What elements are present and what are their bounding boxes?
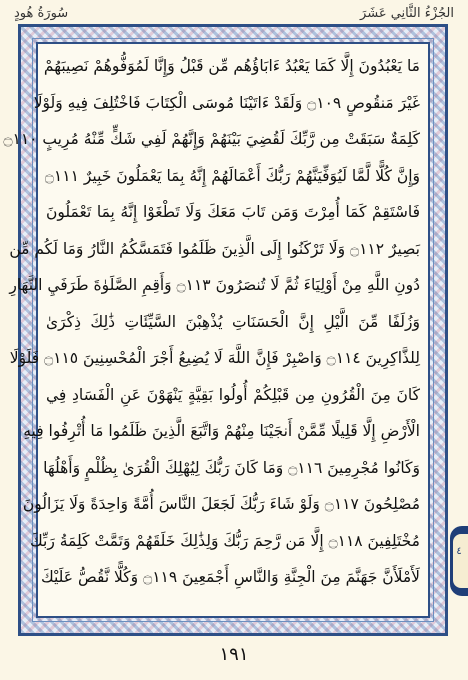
- text-line: لَأَمْلَأَنَّ جَهَنَّمَ مِنَ الْجِنَّةِ وَالنَّاسِ أَجْمَعِينَ ۝١١٩ وَكُلًّا نَّقُصُّ عَلَيْكَ: [40, 568, 420, 586]
- hizb-marker-tab[interactable]: [450, 526, 468, 596]
- text-line: كَلِمَةٌ سَبَقَتْ مِن رَّبِّكَ لَقُضِيَ بَيْنَهُمْ وَإِنَّهُمْ لَفِي شَكٍّ مِّنْهُ مُرِيبٍ ۝١١٠: [3, 130, 420, 148]
- text-line: مُخْتَلِفِينَ ۝١١٨ إِلَّا مَن رَّحِمَ رَبُّكَ وَلِذَٰلِكَ خَلَقَهُمْ وَتَمَّتْ كَلِمَةُ رَبِّكَ: [29, 531, 420, 550]
- hizb-marker-inner: [453, 534, 468, 588]
- text-line: مَا يَعْبُدُونَ إِلَّا كَمَا يَعْبُدُ ءَابَاؤُهُم مِّن قَبْلُ وَإِنَّا لَمُوَفُّوهُمْ نَصِيبَهُمْ: [43, 57, 420, 75]
- text-line: مُصْلِحُونَ ۝١١٧ وَلَوْ شَاءَ رَبُّكَ لَجَعَلَ النَّاسَ أُمَّةً وَاحِدَةً وَلَا يَزَالُونَ: [22, 495, 420, 513]
- text-line: وَإِنَّ كُلًّا لَّمَّا لَيُوَفِّيَنَّهُمْ رَبُّكَ أَعْمَالَهُمْ إِنَّهُ بِمَا يَعْمَلُونَ خَبِيرٌ ۝١١١: [44, 166, 420, 185]
- text-line: كَانَ مِنَ الْقُرُونِ مِن قَبْلِكُمْ أُولُوا بَقِيَّةٍ يَنْهَوْنَ عَنِ الْفَسَادِ فِي: [46, 385, 420, 404]
- text-line: لِلذَّاكِرِينَ ۝١١٤ وَاصْبِرْ فَإِنَّ اللَّهَ لَا يُضِيعُ أَجْرَ الْمُحْسِنِينَ ۝١١٥ فَلَوْلَا: [9, 349, 420, 367]
- surah-name: سُورَةُ هُودٍ: [14, 6, 69, 21]
- text-line: بَصِيرٌ ۝١١٢ وَلَا تَرْكَنُوا إِلَى الَّذِينَ ظَلَمُوا فَتَمَسَّكُمُ النَّارُ وَمَا لَكُم مِّن: [9, 239, 420, 258]
- hizb-marker-label: ٤: [456, 546, 462, 557]
- text-line: غَيْرَ مَنقُوصٍ ۝١٠٩ وَلَقَدْ ءَاتَيْنَا مُوسَى الْكِتَابَ فَاخْتُلِفَ فِيهِ وَلَوْلَا: [33, 93, 420, 112]
- text-line: دُونِ اللَّهِ مِنْ أَوْلِيَاءَ ثُمَّ لَا تُنصَرُونَ ۝١١٣ وَأَقِمِ الصَّلَوٰةَ طَرَفَيِ النَّهَارِ: [9, 276, 420, 294]
- text-line: وَكَانُوا مُجْرِمِينَ ۝١١٦ وَمَا كَانَ رَبُّكَ لِيُهْلِكَ الْقُرَىٰ بِظُلْمٍ وَأَهْلُهَا: [43, 458, 420, 477]
- text-line: فَاسْتَقِمْ كَمَا أُمِرْتَ وَمَن تَابَ مَعَكَ وَلَا تَطْغَوْا إِنَّهُ بِمَا تَعْمَلُونَ: [46, 203, 420, 221]
- quran-text: [3, 48, 420, 596]
- text-line: وَزُلَفًا مِّنَ الَّيْلِ إِنَّ الْحَسَنَاتِ يُذْهِبْنَ السَّيِّئَاتِ ذَٰلِكَ ذِكْرَىٰ: [46, 312, 420, 331]
- juz-name: الجُزْءُ الثَّانِي عَشَرَ: [360, 6, 454, 21]
- page-header: [14, 4, 454, 26]
- page-number: ١٩١: [219, 644, 249, 665]
- text-line: الْأَرْضِ إِلَّا قَلِيلًا مِّمَّنْ أَنجَيْنَا مِنْهُمْ وَاتَّبَعَ الَّذِينَ ظَلَمُوا مَا أُتْرِفُوا فِيهِ: [23, 422, 420, 440]
